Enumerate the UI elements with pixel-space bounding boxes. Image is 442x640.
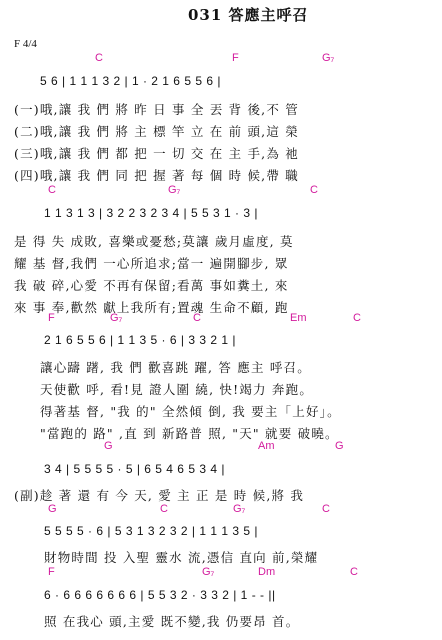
notation-line: 2 1 6 5 5 6 | 1 1 3 5 · 6 | 3 3 2 1 | bbox=[44, 333, 236, 347]
lyric-line: (一)哦,讓 我 們 將 昨 日 事 全 丟 背 後,不 管 bbox=[14, 102, 299, 117]
lyric-line: 得著基 督, "我 的" 全然傾 倒, 我 要主「上好」。 bbox=[40, 404, 341, 419]
lyric-line: 耀 基 督,我們 一心所追求;當一 遍開腳步, 眾 bbox=[14, 256, 289, 271]
chord-label: C bbox=[310, 184, 318, 196]
lyric-line: (四)哦,讓 我 們 同 把 握 著 每 個 時 候,帶 職 bbox=[14, 168, 299, 183]
lyric-line: 財物時間 投 入聖 靈水 流,憑信 直向 前,榮耀 bbox=[44, 550, 319, 565]
notation-line: 5 6 | 1 1 1 3 2 | 1 · 2 1 6 5 5 6 | bbox=[40, 74, 221, 88]
lyric-line: "當跑的 路" ,直 到 新路普 照, "天" 就要 破曉。 bbox=[40, 426, 339, 441]
chord-label: G₇ bbox=[202, 566, 215, 578]
chord-label: Dm bbox=[258, 566, 276, 578]
chord-label: C bbox=[193, 312, 201, 324]
chord-label: G bbox=[48, 503, 57, 515]
chord-label: G bbox=[335, 440, 344, 452]
lyric-line: 我 破 碎,心愛 不再有保留;看萬 事如糞土, 來 bbox=[14, 278, 289, 293]
chord-label: C bbox=[95, 52, 103, 64]
notation-line: 5 5 5 5 · 6 | 5 3 1 3 2 3 2 | 1 1 1 3 5 | bbox=[44, 524, 258, 538]
lyric-line: 讓心躊 躇, 我 們 歡喜跳 躍, 答 應主 呼召。 bbox=[40, 360, 311, 375]
chord-label: F bbox=[48, 566, 55, 578]
chord-label: C bbox=[48, 184, 56, 196]
lyric-line: 照 在我心 頭,主愛 既不變,我 仍要昂 首。 bbox=[44, 614, 300, 629]
lyric-line: (三)哦,讓 我 們 都 把 一 切 交 在 主 手,為 祂 bbox=[14, 146, 299, 161]
chord-label: Am bbox=[258, 440, 275, 452]
chord-label: G bbox=[104, 440, 113, 452]
chord-label: C bbox=[160, 503, 168, 515]
song-title: 031 答應主呼召 bbox=[188, 6, 309, 24]
chord-label: G₇ bbox=[322, 52, 335, 64]
notation-line: 1 1 3 1 3 | 3 2 2 3 2 3 4 | 5 5 3 1 · 3 | bbox=[44, 206, 258, 220]
notation-line: 3 4 | 5 5 5 5 · 5 | 6 5 4 6 5 3 4 | bbox=[44, 462, 225, 476]
lyric-line: 是 得 失 成敗, 喜樂或憂愁;莫讓 歲月虛度, 莫 bbox=[14, 234, 294, 249]
chord-label: G₇ bbox=[233, 503, 246, 515]
lyric-line: (副)趁 著 還 有 今 天, 愛 主 正 是 時 候,將 我 bbox=[14, 488, 305, 503]
lyric-line: 天使歡 呼, 看!見 證人圍 繞, 快!竭力 奔跑。 bbox=[40, 382, 314, 397]
chord-label: F bbox=[232, 52, 239, 64]
chord-label: G₇ bbox=[110, 312, 123, 324]
chord-label: C bbox=[353, 312, 361, 324]
chord-label: C bbox=[350, 566, 358, 578]
lyric-line: (二)哦,讓 我 們 將 主 標 竿 立 在 前 頭,這 榮 bbox=[14, 124, 299, 139]
notation-line: 6 · 6 6 6 6 6 6 6 | 5 5 3 2 · 3 3 2 | 1 - - || bbox=[44, 588, 276, 602]
lyric-line: 來 事 奉,歡然 獻上我所有;置魂 生命不顧, 跑 bbox=[14, 300, 289, 315]
chord-label: F bbox=[48, 312, 55, 324]
key-signature: F 4/4 bbox=[14, 38, 37, 50]
chord-label: G₇ bbox=[168, 184, 181, 196]
chord-label: Em bbox=[290, 312, 307, 324]
chord-label: C bbox=[322, 503, 330, 515]
